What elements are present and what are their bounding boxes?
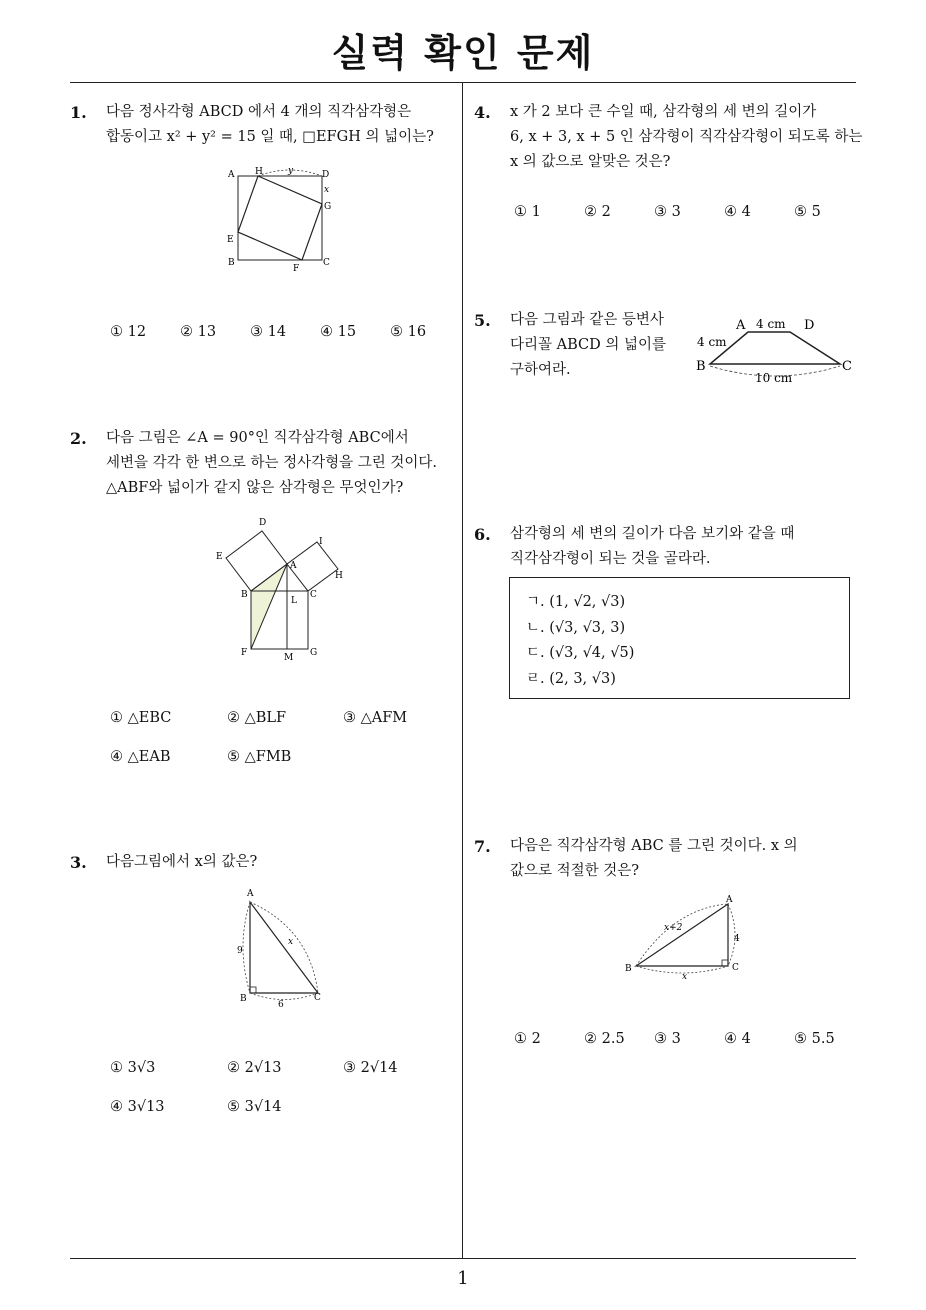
- question-text-line: △ABF와 넓이가 같지 않은 삼각형은 무엇인가?: [106, 480, 404, 496]
- choice-item: ㄷ. (√3, √4, √5): [526, 645, 635, 661]
- option-4[interactable]: ④ 15: [320, 324, 357, 340]
- label-h: H: [255, 167, 263, 177]
- question-text-line: 다리꼴 ABCD 의 넓이를: [510, 337, 666, 353]
- question-text-line: 다음그림에서 x의 값은?: [106, 854, 258, 870]
- question-number: 2.: [70, 429, 87, 448]
- right-triangle-figure: [230, 884, 330, 1014]
- label-e: E: [216, 552, 223, 562]
- label-c: C: [323, 258, 330, 268]
- question-number: 4.: [474, 103, 491, 122]
- option-1[interactable]: ① 2: [514, 1031, 541, 1047]
- question-text-line: 6, x + 3, x + 5 인 삼각형이 직각삼각형이 되도록 하는: [510, 129, 863, 145]
- column-divider: [462, 82, 463, 1258]
- option-5[interactable]: ⑤ 5: [794, 204, 821, 220]
- question-text-line: 다음 그림과 같은 등변사: [510, 312, 664, 328]
- option-5[interactable]: ⑤ △FMB: [227, 749, 292, 765]
- question-text-line: x 가 2 보다 큰 수일 때, 삼각형의 세 변의 길이가: [510, 104, 817, 120]
- label-side-length: 4 cm: [697, 335, 727, 349]
- option-3[interactable]: ③ 2√14: [343, 1060, 398, 1076]
- option-4[interactable]: ④ △EAB: [110, 749, 171, 765]
- question-text-line: 세변을 각각 한 변으로 하는 정사각형을 그린 것이다.: [106, 455, 438, 471]
- option-4[interactable]: ④ 3√13: [110, 1099, 165, 1115]
- label-b: B: [625, 964, 632, 974]
- label-c: C: [314, 993, 321, 1003]
- option-5[interactable]: ⑤ 16: [390, 324, 427, 340]
- bottom-rule: [70, 1258, 856, 1259]
- question-text-line: 구하여라.: [510, 362, 571, 378]
- option-2[interactable]: ② △BLF: [227, 710, 287, 726]
- label-g: G: [310, 648, 318, 658]
- question-text-line: 직각삼각형이 되는 것을 골라라.: [510, 551, 711, 567]
- trapezoid-figure: [690, 310, 860, 390]
- question-text-line: 값으로 적절한 것은?: [510, 863, 640, 879]
- question-text-line: 다음 정사각형 ABCD 에서 4 개의 직각삼각형은: [106, 104, 412, 120]
- label-x: x: [324, 185, 330, 195]
- question-number: 1.: [70, 103, 87, 122]
- right-triangle-figure: [618, 890, 758, 985]
- question-2: [70, 426, 437, 501]
- question-number: 7.: [474, 837, 491, 856]
- question-1: [70, 100, 434, 150]
- question-number: 6.: [474, 525, 491, 544]
- label-6: 6: [278, 1000, 284, 1010]
- label-4: 4: [734, 934, 740, 944]
- label-f: F: [241, 648, 248, 658]
- option-1[interactable]: ① 12: [110, 324, 147, 340]
- label-d: D: [259, 518, 267, 528]
- label-b: B: [241, 590, 248, 600]
- page-title: 실력 확인 문제: [331, 31, 595, 75]
- label-x: x: [288, 937, 294, 947]
- label-m: M: [284, 653, 294, 663]
- label-c: C: [842, 359, 852, 374]
- label-y: y: [288, 166, 294, 176]
- label-d: D: [804, 318, 815, 333]
- label-9: 9: [237, 946, 243, 956]
- option-3[interactable]: ③ 14: [250, 324, 287, 340]
- question-4: [474, 100, 862, 175]
- question-5: [474, 308, 666, 383]
- top-rule: [70, 82, 856, 83]
- label-bottom-length: 10 cm: [755, 371, 793, 385]
- label-d: D: [322, 170, 330, 180]
- label-a: A: [228, 170, 235, 180]
- choices-box: [509, 577, 850, 699]
- option-5[interactable]: ⑤ 3√14: [227, 1099, 282, 1115]
- label-f: F: [293, 264, 300, 274]
- question-3: [70, 850, 257, 875]
- label-c: C: [310, 590, 317, 600]
- label-x: x: [682, 972, 688, 982]
- option-2[interactable]: ② 2.5: [584, 1031, 625, 1047]
- choice-item: ㄱ. (1, √2, √3): [526, 594, 626, 610]
- option-2[interactable]: ② 13: [180, 324, 217, 340]
- page-number: 1: [457, 1268, 469, 1289]
- label-h: H: [335, 571, 343, 581]
- question-text-line: 삼각형의 세 변의 길이가 다음 보기와 같을 때: [510, 526, 795, 542]
- option-2[interactable]: ② 2√13: [227, 1060, 282, 1076]
- option-3[interactable]: ③ 3: [654, 1031, 681, 1047]
- option-4[interactable]: ④ 4: [724, 204, 751, 220]
- label-a: A: [736, 318, 746, 333]
- label-a: A: [290, 561, 297, 571]
- label-a: A: [726, 895, 733, 905]
- option-1[interactable]: ① 1: [514, 204, 541, 220]
- question-7: [474, 834, 798, 884]
- option-1[interactable]: ① 3√3: [110, 1060, 156, 1076]
- label-i: I: [319, 537, 323, 547]
- option-2[interactable]: ② 2: [584, 204, 611, 220]
- pythagoras-figure: [208, 512, 356, 664]
- question-text-line: x 의 값으로 알맞은 것은?: [510, 154, 671, 170]
- option-1[interactable]: ① △EBC: [110, 710, 172, 726]
- option-4[interactable]: ④ 4: [724, 1031, 751, 1047]
- question-text-line: 합동이고 x² + y² = 15 일 때, □EFGH 의 넓이는?: [106, 129, 434, 145]
- choice-item: ㄴ. (√3, √3, 3): [526, 620, 626, 636]
- label-top-length: 4 cm: [756, 317, 786, 331]
- question-text-line: 다음 그림은 ∠A = 90°인 직각삼각형 ABC에서: [106, 430, 409, 446]
- label-l: L: [291, 596, 297, 606]
- label-b: B: [240, 994, 247, 1004]
- label-c: C: [732, 963, 739, 973]
- choice-item: ㄹ. (2, 3, √3): [526, 671, 616, 687]
- option-5[interactable]: ⑤ 5.5: [794, 1031, 835, 1047]
- option-3[interactable]: ③ 3: [654, 204, 681, 220]
- label-b: B: [696, 359, 706, 374]
- question-number: 3.: [70, 853, 87, 872]
- label-b: B: [228, 258, 235, 268]
- question-number: 5.: [474, 311, 491, 330]
- question-6: [474, 522, 794, 572]
- label-hypotenuse: x+2: [664, 923, 683, 933]
- label-e: E: [227, 235, 234, 245]
- label-a: A: [247, 889, 254, 899]
- label-g: G: [324, 202, 332, 212]
- square-efgh-figure: [222, 164, 342, 276]
- question-text-line: 다음은 직각삼각형 ABC 를 그린 것이다. x 의: [510, 838, 798, 854]
- option-3[interactable]: ③ △AFM: [343, 710, 408, 726]
